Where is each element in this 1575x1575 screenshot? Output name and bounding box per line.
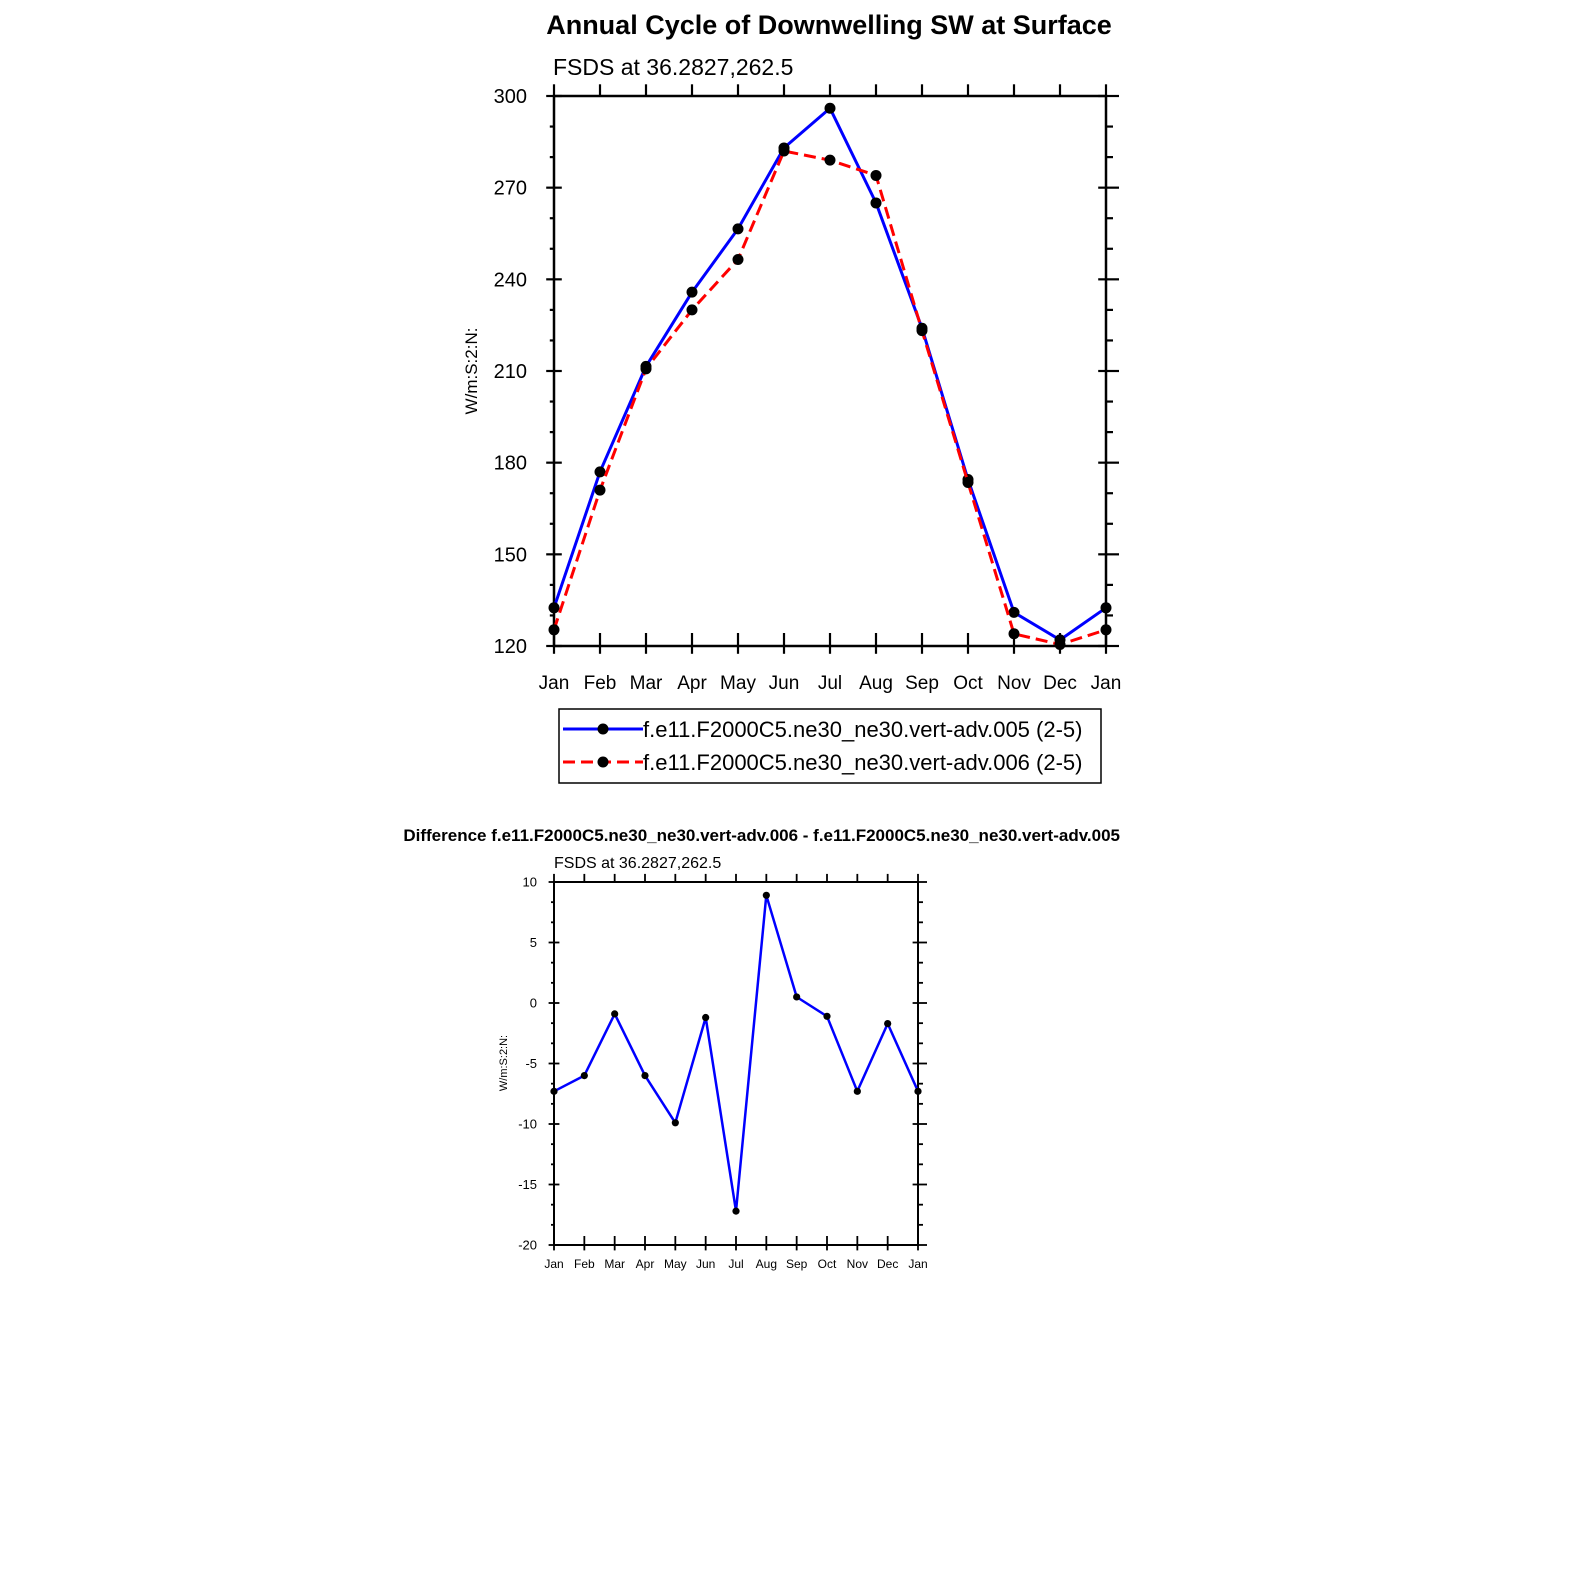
series-1-point [595,466,606,477]
x-tick-label: Jan [538,673,570,694]
chart1-subtitle: FSDS at 36.2827,262.5 [553,54,794,80]
series-2-point [549,624,560,635]
y-tick-label: 300 [493,86,527,108]
y-tick-label: 210 [493,361,527,383]
series-2-point [871,170,882,181]
chart1-x-tick-labels [539,673,1122,694]
series-1-point [549,602,560,613]
legend-marker-series-1 [598,724,609,735]
x-tick-label: Mar [629,673,663,694]
legend-label-series-2: f.e11.F2000C5.ne30_ne30.vert-adv.006 (2-5) [643,750,1083,775]
series-1-point [793,993,800,1000]
x-tick-label: Nov [997,673,1031,694]
series-2-point [687,304,698,315]
series-1-line [554,895,918,1211]
x-tick-label: Aug [755,1257,778,1271]
series-2-point [641,363,652,374]
legend-label-series-1: f.e11.F2000C5.ne30_ne30.vert-adv.005 (2-5) [643,717,1083,742]
series-1-point [763,892,770,899]
x-tick-label: Sep [905,673,939,694]
y-tick-label: 10 [522,874,537,890]
chart1-ticks [546,84,1119,654]
x-tick-label: Jul [817,673,843,694]
chart2-y-tick-labels [518,875,537,1253]
chart1-series [549,103,1112,650]
x-tick-label: Jul [728,1257,744,1271]
x-tick-label: Mar [604,1257,626,1271]
y-tick-label: 270 [493,177,527,200]
series-2-point [1055,639,1066,650]
x-tick-label: Jan [908,1257,928,1271]
chart1-ylabel: W/m:S:2:N: [462,327,481,415]
y-tick-label: -20 [518,1237,537,1253]
x-tick-label: Nov [846,1257,869,1271]
chart1-y-tick-labels [494,86,527,658]
y-tick-label: 240 [493,269,527,292]
x-tick-label: May [720,673,756,694]
x-tick-label: Oct [817,1257,837,1271]
series-2-point [733,254,744,265]
y-tick-label: 150 [493,544,527,567]
y-tick-label: 0 [529,995,537,1011]
x-tick-label: May [663,1257,687,1271]
series-1-point [611,1010,618,1017]
series-1-point [733,223,744,234]
y-tick-label: 120 [493,636,527,658]
x-tick-label: Aug [859,673,893,694]
x-tick-label: Jan [544,1257,564,1271]
chart1-plot-frame [554,96,1106,646]
x-tick-label: Apr [635,1257,655,1271]
chart2-plot-frame [554,882,918,1245]
y-tick-label: -5 [525,1056,537,1072]
chart2-subtitle: FSDS at 36.2827,262.5 [554,855,722,872]
series-1-point [702,1014,709,1021]
series-1-line [554,108,1106,640]
annual-cycle-chart [462,10,1121,783]
series-2-point [963,477,974,488]
y-tick-label: -15 [518,1177,537,1193]
x-tick-label: Feb [573,1257,595,1271]
chart2-x-tick-labels [544,1257,927,1271]
legend-marker-series-2 [598,757,609,768]
x-tick-label: Apr [677,673,707,694]
x-tick-label: Jun [768,673,800,694]
series-2-point [779,146,790,157]
series-1-point [687,287,698,298]
series-1-point [672,1119,679,1126]
y-tick-label: 180 [493,452,527,475]
x-tick-label: Sep [785,1257,808,1271]
x-tick-label: Dec [876,1257,899,1271]
chart1-legend [559,709,1101,783]
series-1-point [825,103,836,114]
x-tick-label: Jan [1090,673,1122,694]
series-2-point [917,325,928,336]
y-tick-label: -10 [518,1116,537,1132]
series-1-point [641,1072,648,1079]
chart2-title: Difference f.e11.F2000C5.ne30_ne30.vert-adv.006 - f.e11.F2000C5.ne30_ne30.vert-adv.005 [403,826,1120,845]
x-tick-label: Feb [583,673,617,694]
series-2-point [595,485,606,496]
series-2-line [554,151,1106,645]
chart2-series [550,892,921,1215]
series-1-point [871,197,882,208]
series-1-point [823,1013,830,1020]
series-1-point [732,1208,739,1215]
chart1-title: Annual Cycle of Downwelling SW at Surface [546,10,1112,40]
series-1-point [884,1020,891,1027]
series-1-point [1101,602,1112,613]
x-tick-label: Jun [695,1257,716,1271]
series-1-point [550,1088,557,1095]
y-tick-label: 5 [529,935,537,951]
difference-chart [403,826,1120,1271]
series-1-point [914,1088,921,1095]
x-tick-label: Oct [953,673,983,694]
chart2-ylabel: W/m:S:2:N: [498,1034,510,1092]
series-1-point [854,1088,861,1095]
series-2-point [1009,628,1020,639]
series-1-point [581,1072,588,1079]
series-2-point [825,155,836,166]
series-2-point [1101,624,1112,635]
series-1-point [1009,607,1020,618]
x-tick-label: Dec [1043,673,1077,694]
